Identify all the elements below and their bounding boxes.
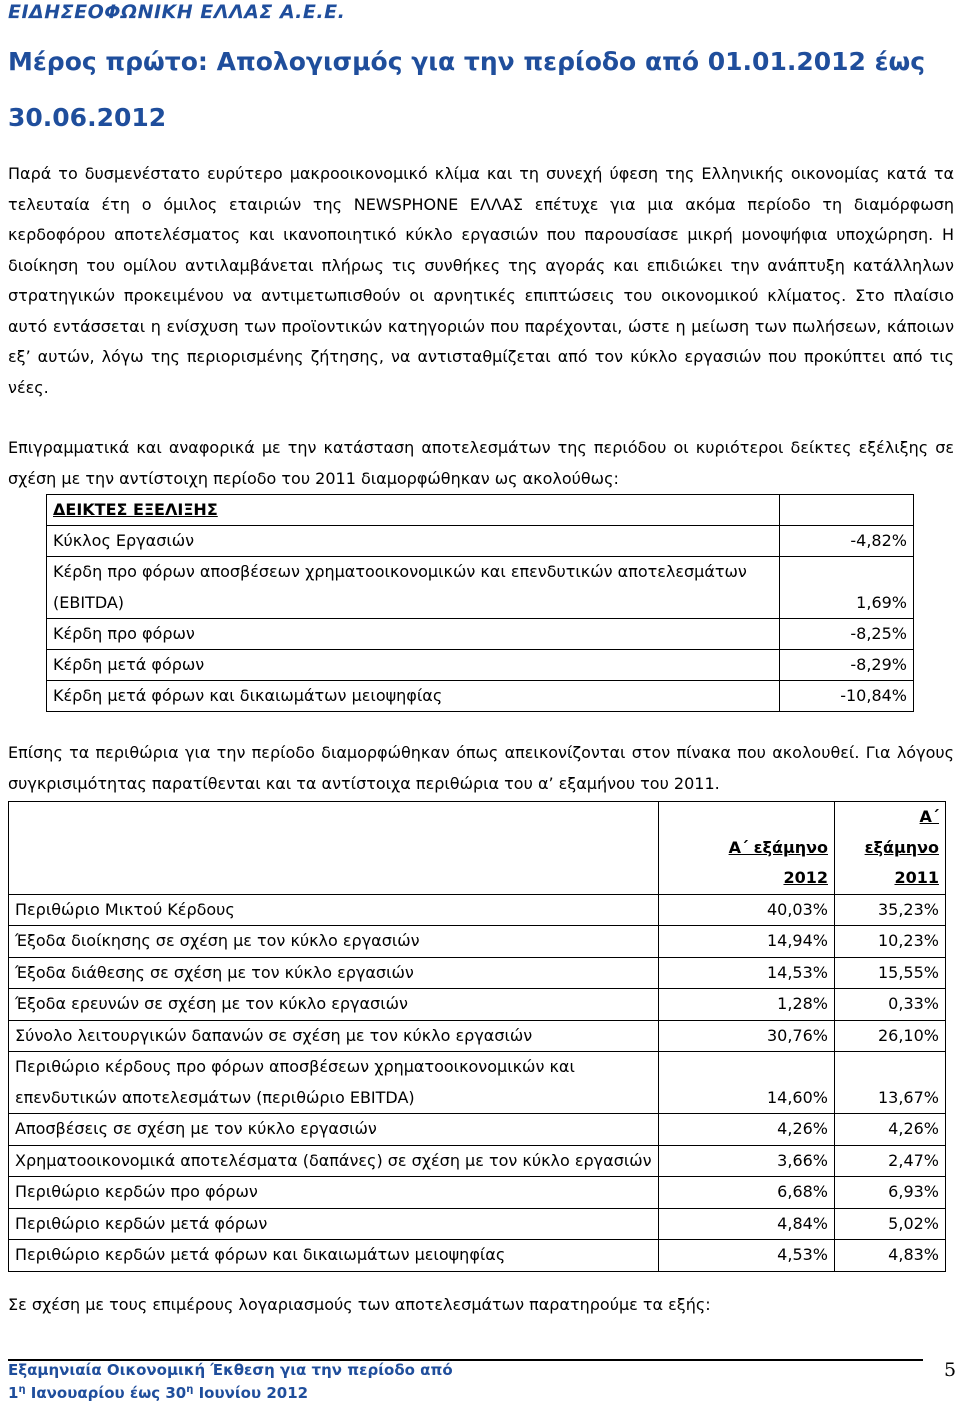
margin-value-2011: 6,93% [835,1177,946,1209]
margin-label: Περιθώριο κερδών προ φόρων [9,1177,659,1209]
table-row [9,1020,946,1052]
footer-period-part: Ιανουαρίου έως 30 [25,1384,187,1402]
table-row [47,681,914,712]
footer-period-sup: η [186,1384,194,1395]
margin-value-2012: 14,94% [659,926,835,958]
margin-label: Χρηματοοικονομικά αποτελέσματα (δαπάνες) σε σχέση με τον κύκλο εργασιών [9,1145,659,1177]
margin-label: Αποσβέσεις σε σχέση με τον κύκλο εργασιών [9,1114,659,1146]
margin-label: Περιθώριο Μικτού Κέρδους [9,894,659,926]
table-row [47,526,914,557]
margin-label: Έξοδα ερευνών σε σχέση με τον κύκλο εργασιών [9,989,659,1021]
margin-value-2011: 2,47% [835,1145,946,1177]
column-header-2011 [835,802,946,895]
intro-paragraph: Παρά το δυσμενέστατο ευρύτερο μακροοικονομικό κλίμα και τη συνεχή ύφεση της Ελληνικής οικονομίας κατά τα τελευταία έτη ο όμιλος εταιριών της NEWSPHONE ΕΛΛΑΣ επέτυχε για μια ακόμα περίοδο τη διαμόρφωση κερδοφόρου αποτελέσματος και ικανοποιητικό κύκλο εργασιών που παρουσίασε μικρή μονοψήφια υποχώρηση. Η διοίκηση του ομίλου αντιλαμβάνεται πλήρως τις συνθήκες της αγοράς και επιδιώκει την ανάπτυξη κατάλληλων στρατηγικών προκειμένου να αντιμετωπισθούν οι αρνητικές επιπτώσεις του οικονομικού κλίματος. Στο πλαίσιο αυτό εντάσσεται η ενίσχυση των προϊοντικών κατηγοριών που παρέχονται, ώστε η μείωση των πωλήσεων, κάποιων εξ’ αυτών, λόγω της περιορισμένης ζήτησης, να αντισταθμίζεται από τον κύκλο εργασιών που προκύπτει από τις νέες. [8,164,954,397]
margin-value-2011: 5,02% [835,1208,946,1240]
margin-value-2011: 13,67% [835,1052,946,1114]
margin-label: Περιθώριο κερδών μετά φόρων και δικαιωμάτων μειοψηφίας [9,1240,659,1272]
table-row [47,619,914,650]
margin-value-2011: 15,55% [835,957,946,989]
margin-value-2012: 14,53% [659,957,835,989]
margin-value-2012: 6,68% [659,1177,835,1209]
table-row [9,894,946,926]
margin-value-2012: 14,60% [659,1052,835,1114]
column-header-year: 2012 [783,868,828,887]
indicator-value: -4,82% [780,526,914,557]
margin-value-2012: 30,76% [659,1020,835,1052]
margins-table [8,801,946,1272]
indicator-label: Κέρδη μετά φόρων και δικαιωμάτων μειοψηφίας [47,681,780,712]
table-cell [9,802,659,895]
indicator-value: -10,84% [780,681,914,712]
indicator-label: Κέρδη μετά φόρων [47,650,780,681]
table-row [47,495,914,526]
footer-period-sup: η [18,1384,26,1395]
column-header-text: Α΄ εξάμηνο [864,807,939,857]
table-row [9,1145,946,1177]
margin-value-2012: 1,28% [659,989,835,1021]
margin-value-2011: 10,23% [835,926,946,958]
margin-label: Έξοδα διάθεσης σε σχέση με τον κύκλο εργασιών [9,957,659,989]
page-number: 5 [944,1359,957,1381]
company-name: ΕΙΔΗΣΕΟΦΩΝΙΚΗ ΕΛΛΑΣ Α.Ε.Ε. [8,1,346,23]
margin-label: Περιθώριο κερδών μετά φόρων [9,1208,659,1240]
footer-report-title: Εξαμηνιαία Οικονομική Έκθεση για την περίοδο από [8,1361,453,1379]
margin-value-2012: 4,84% [659,1208,835,1240]
indicator-label: Κέρδη προ φόρων [47,619,780,650]
indicator-value: -8,29% [780,650,914,681]
margins-intro-paragraph: Επίσης τα περιθώρια για την περίοδο διαμορφώθηκαν όπως απεικονίζονται στον πίνακα που ακολουθεί. Για λόγους συγκρισιμότητας παρατίθενται και τα αντίστοιχα περιθώρια του α’ εξαμήνου του 2011. [8,743,954,793]
table-row [47,557,914,619]
column-header-2012 [659,802,835,895]
margin-value-2011: 4,83% [835,1240,946,1272]
table-row [9,957,946,989]
footer-period-part: 1 [8,1384,19,1402]
table-row [9,1208,946,1240]
table-row [47,650,914,681]
indicator-value: 1,69% [780,557,914,619]
margin-label: Σύνολο λειτουργικών δαπανών σε σχέση με τον κύκλο εργασιών [9,1020,659,1052]
margin-value-2011: 35,23% [835,894,946,926]
column-header-year: 2011 [894,868,939,887]
table-header-row [9,802,946,895]
indicator-label: Κέρδη προ φόρων αποσβέσεων χρηματοοικονομικών και επενδυτικών αποτελεσμάτων (EBITDA) [47,557,780,619]
margin-value-2012: 40,03% [659,894,835,926]
indicator-value: -8,25% [780,619,914,650]
margin-value-2012: 3,66% [659,1145,835,1177]
column-header-text: Α΄ εξάμηνο [728,837,828,857]
margin-value-2011: 4,26% [835,1114,946,1146]
footer-period-part: Ιουνίου 2012 [193,1384,309,1402]
margin-value-2012: 4,26% [659,1114,835,1146]
footer-period [8,1384,308,1402]
section-title: Μέρος πρώτο: Απολογισμός για την περίοδο από 01.01.2012 έως 30.06.2012 [8,47,926,132]
margin-value-2012: 4,53% [659,1240,835,1272]
table-row [9,1240,946,1272]
indicators-intro-paragraph: Επιγραμματικά και αναφορικά με την κατάσταση αποτελεσμάτων της περιόδου οι κυριότεροι δείκτες εξέλιξης σε σχέση με την αντίστοιχη περίοδο του 2011 διαμορφώθηκαν ως ακολούθως: [8,438,954,488]
table-row [9,926,946,958]
table-cell [780,495,914,526]
indicators-table [46,494,914,712]
table-row [9,1052,946,1114]
accounts-intro-paragraph: Σε σχέση με τους επιμέρους λογαριασμούς των αποτελεσμάτων παρατηρούμε τα εξής: [8,1295,711,1314]
margin-value-2011: 0,33% [835,989,946,1021]
indicators-heading: ΔΕΙΚΤΕΣ ΕΞΕΛΙΞΗΣ [47,495,780,526]
margin-label: Περιθώριο κέρδους προ φόρων αποσβέσεων χρηματοοικονομικών και επενδυτικών αποτελεσμάτων (περιθώριο EBITDA) [9,1052,659,1114]
table-row [9,1177,946,1209]
table-row [9,1114,946,1146]
margin-value-2011: 26,10% [835,1020,946,1052]
table-row [9,989,946,1021]
margin-label: Έξοδα διοίκησης σε σχέση με τον κύκλο εργασιών [9,926,659,958]
indicator-label: Κύκλος Εργασιών [47,526,780,557]
